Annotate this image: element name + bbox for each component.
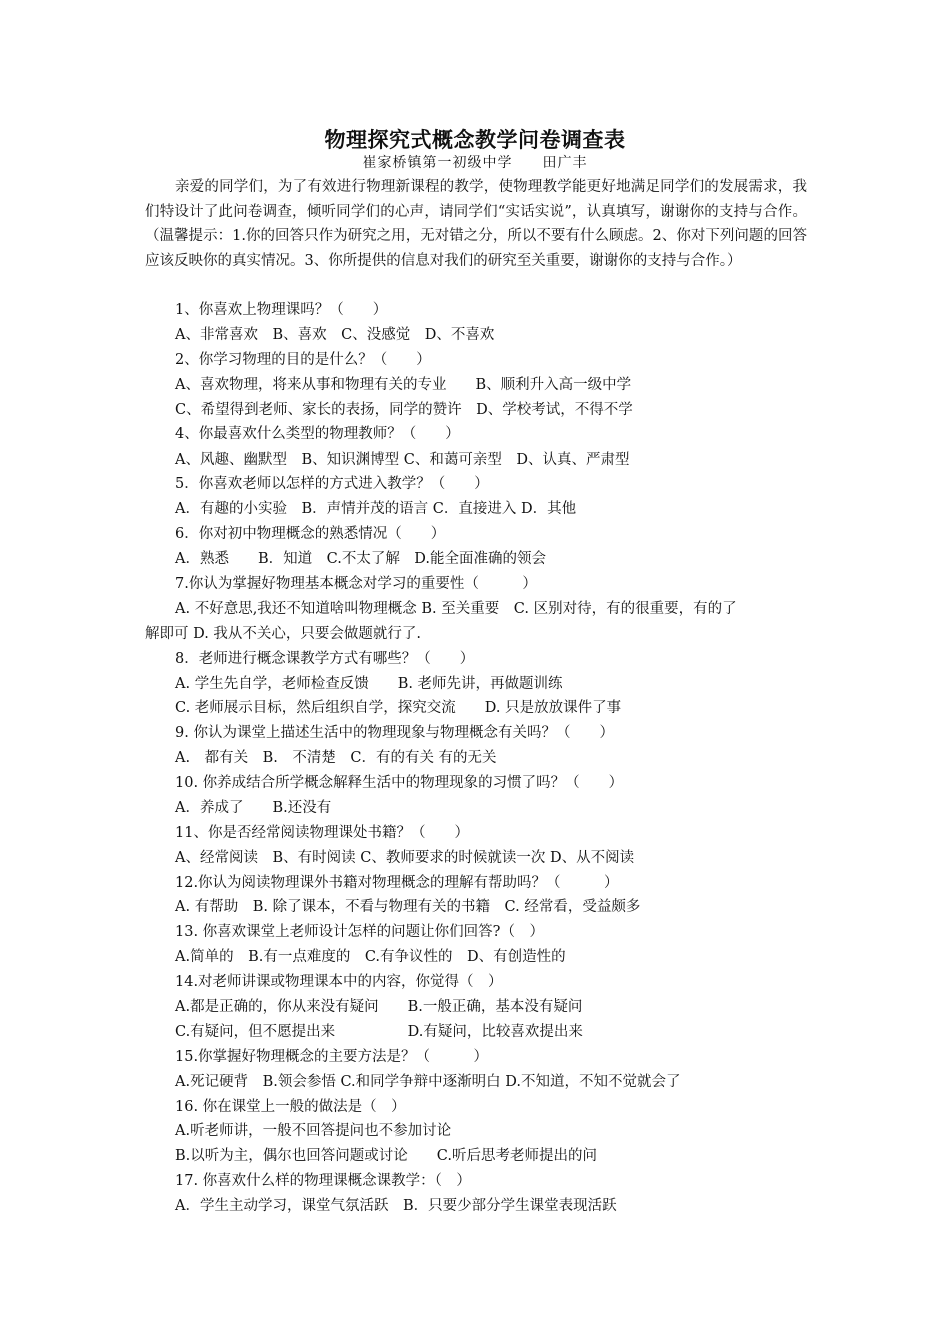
- question-line: 15.你掌握好物理概念的主要方法是？（ ）: [175, 1049, 489, 1065]
- question-line: 12.你认为阅读物理课外书籍对物理概念的理解有帮助吗？（ ）: [175, 875, 619, 891]
- option-line: A．熟悉 B．知道 C.不太了解 D.能全面准确的领会: [175, 551, 547, 567]
- option-line: A. 学生先自学，老师检查反馈 B. 老师先讲，再做题训练: [175, 676, 563, 692]
- option-line: A. 有帮助 B. 除了课本，不看与物理有关的书籍 C. 经常看，受益颇多: [175, 899, 641, 915]
- question-line: 10. 你养成结合所学概念解释生活中的物理现象的习惯了吗？（ ）: [175, 775, 624, 791]
- option-line: C. 老师展示目标，然后组织自学，探究交流 D. 只是放放课件了事: [175, 700, 622, 716]
- question-line: 11、你是否经常阅读物理课处书籍？（ ）: [175, 825, 469, 841]
- question-line: 1、你喜欢上物理课吗？（ ）: [175, 302, 388, 318]
- option-line-continued: 解即可 D. 我从不关心，只要会做题就行了.: [145, 626, 422, 642]
- option-line: A. 不好意思,我还不知道啥叫物理概念 B. 至关重要 C. 区别对待，有的很重要，有的了: [175, 601, 737, 617]
- option-line: A.死记硬背 B.领会参悟 C.和同学争辩中逐渐明白 D.不知道，不知不觉就会了: [175, 1074, 681, 1090]
- question-line: 6．你对初中物理概念的熟悉情况（ ）: [175, 526, 446, 542]
- question-line: 16. 你在课堂上一般的做法是（ ）: [175, 1099, 406, 1115]
- option-line: A、喜欢物理，将来从事和物理有关的专业 B、顺利升入高一级中学: [175, 377, 632, 393]
- option-line: C、希望得到老师、家长的表扬，同学的赞许 D、学校考试，不得不学: [175, 402, 633, 418]
- question-line: 4、你最喜欢什么类型的物理教师？（ ）: [175, 426, 460, 442]
- option-line: A．养成了 B.还没有: [175, 800, 332, 816]
- question-line: 2、你学习物理的目的是什么？（ ）: [175, 352, 431, 368]
- question-line: 13. 你喜欢课堂上老师设计怎样的问题让你们回答?（ ）: [175, 924, 544, 940]
- option-line: A．学生主动学习，课堂气氛活跃 B．只要少部分学生课堂表现活跃: [175, 1198, 617, 1214]
- option-line: A.都是正确的，你从来没有疑问 B.一般正确，基本没有疑问: [175, 999, 583, 1015]
- option-line: A．有趣的小实验 B．声情并茂的语言 C．直接进入 D．其他: [175, 501, 577, 517]
- option-line: A、非常喜欢 B、喜欢 C、没感觉 D、不喜欢: [175, 327, 495, 343]
- option-line: A. 都有关 B. 不清楚 C．有的有关 有的无关: [175, 750, 497, 766]
- option-line: A、经常阅读 B、有时阅读 C、教师要求的时候就读一次 D、从不阅读: [175, 850, 635, 866]
- option-line: C.有疑问，但不愿提出来 D.有疑问，比较喜欢提出来: [175, 1024, 583, 1040]
- option-line: A、风趣、幽默型 B、知识渊博型 C、和蔼可亲型 D、认真、严肃型: [175, 452, 630, 468]
- question-line: 5．你喜欢老师以怎样的方式进入教学？（ ）: [175, 476, 489, 492]
- question-line: 7.你认为掌握好物理基本概念对学习的重要性（ ）: [175, 576, 537, 592]
- question-line: 9. 你认为课堂上描述生活中的物理现象与物理概念有关吗？（ ）: [175, 725, 614, 741]
- document-title: 物理探究式概念教学问卷调查表: [324, 127, 626, 152]
- option-line: B.以听为主，偶尔也回答问题或讨论 C.听后思考老师提出的问: [175, 1148, 597, 1164]
- question-line: 8．老师进行概念课教学方式有哪些？（ ）: [175, 651, 475, 667]
- option-line: A.听老师讲，一般不回答提问也不参加讨论: [175, 1123, 452, 1139]
- option-line: A.简单的 B.有一点难度的 C.有争议性的 D、有创造性的: [175, 949, 566, 965]
- intro-paragraph: 亲爱的同学们，为了有效进行物理新课程的教学，使物理教学能更好地满足同学们的发展需求，我们特设计了此问卷调查，倾听同学们的心声，请同学们“实话实说”，认真填写，谢谢你的支持与合作。（温馨提示：1.你的回答只作为研究之用，无对错之分，所以不要有什么顾虑。2、你对下列问题的回答应该反映你的真实情况。3、你所提供的信息对我们的研究至关重要，谢谢你的支持与合作。）: [145, 179, 807, 269]
- question-line: 17. 你喜欢什么样的物理课概念课教学：（ ）: [175, 1173, 471, 1189]
- question-line: 14.对老师讲课或物理课本中的内容，你觉得（ ）: [175, 974, 503, 990]
- document-author: 崔家桥镇第一初级中学 田广丰: [362, 155, 588, 171]
